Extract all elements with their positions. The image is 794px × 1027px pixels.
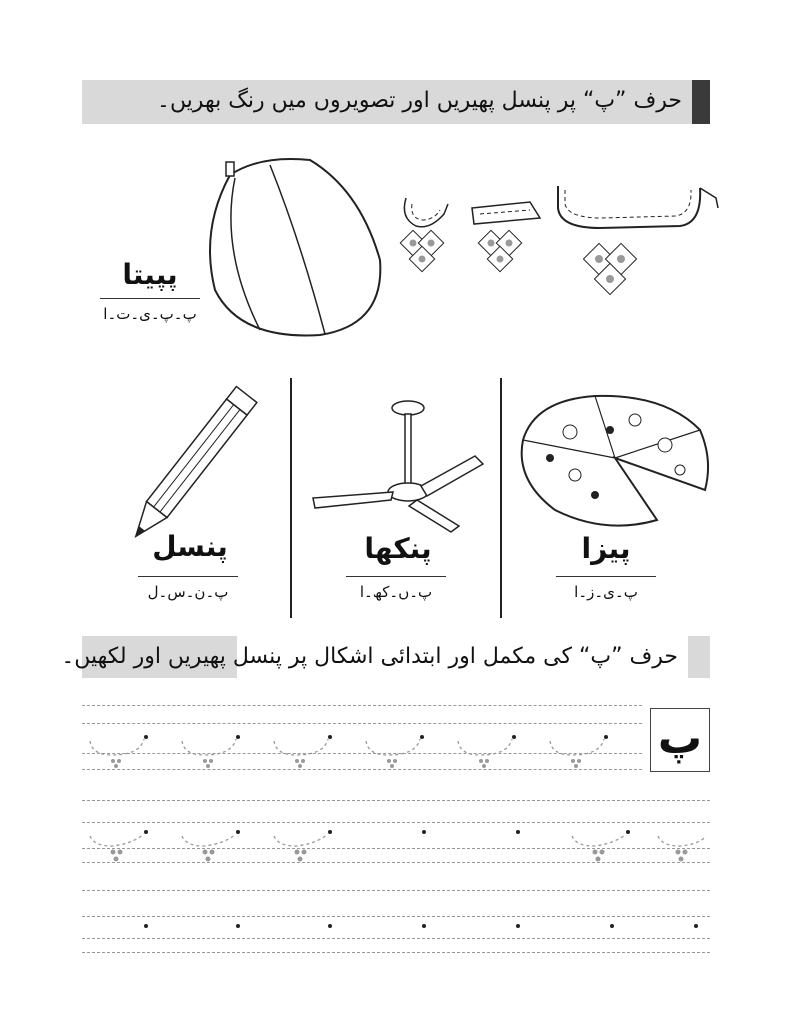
word-papaya: پپیتا <box>122 258 178 291</box>
tracing-row-3-dots <box>82 890 710 960</box>
banner-tab <box>692 80 710 124</box>
word-pencil: پنسل <box>152 530 228 563</box>
traced-letter-initial <box>404 198 448 227</box>
traced-letter-isolated <box>558 186 718 228</box>
word-pizza: پیزا <box>581 532 631 565</box>
tracing-row-1-letters <box>82 705 642 775</box>
banner-tab <box>688 636 710 678</box>
section2-banner <box>61 636 710 678</box>
model-letter-box: پ <box>650 708 710 772</box>
tracing-row-2-letters <box>82 800 710 870</box>
ceiling-fan-icon <box>305 398 485 538</box>
column-divider <box>290 378 292 618</box>
section1-banner <box>82 80 710 124</box>
papaya-icon <box>200 150 390 340</box>
traced-letter-medial <box>472 202 540 224</box>
spelling-pencil: پ۔ن۔س۔ل <box>138 576 238 601</box>
spelling-fan: پ۔ں۔کھ۔ا <box>346 576 446 601</box>
dots-isolated <box>583 243 636 294</box>
pizza-icon <box>515 390 715 530</box>
spelling-pizza: پ۔ی۔ز۔ا <box>556 576 656 601</box>
section2-instruction: حرف ”پ“ کی مکمل اور ابتدائی اشکال پر پنسل پھیریں اور لکھیں۔ <box>61 644 678 669</box>
section1-instruction: حرف ”پ“ پر پنسل پھیریں اور تصویروں میں رنگ بھریں۔ <box>157 88 682 113</box>
traced-letter-forms <box>400 168 720 303</box>
dots-medial <box>478 230 521 271</box>
column-divider <box>500 378 502 618</box>
word-fan: پنکھا <box>364 532 432 565</box>
spelling-papaya: پ۔پ۔ی۔ت۔ا <box>100 298 200 323</box>
dots-initial <box>400 230 443 271</box>
